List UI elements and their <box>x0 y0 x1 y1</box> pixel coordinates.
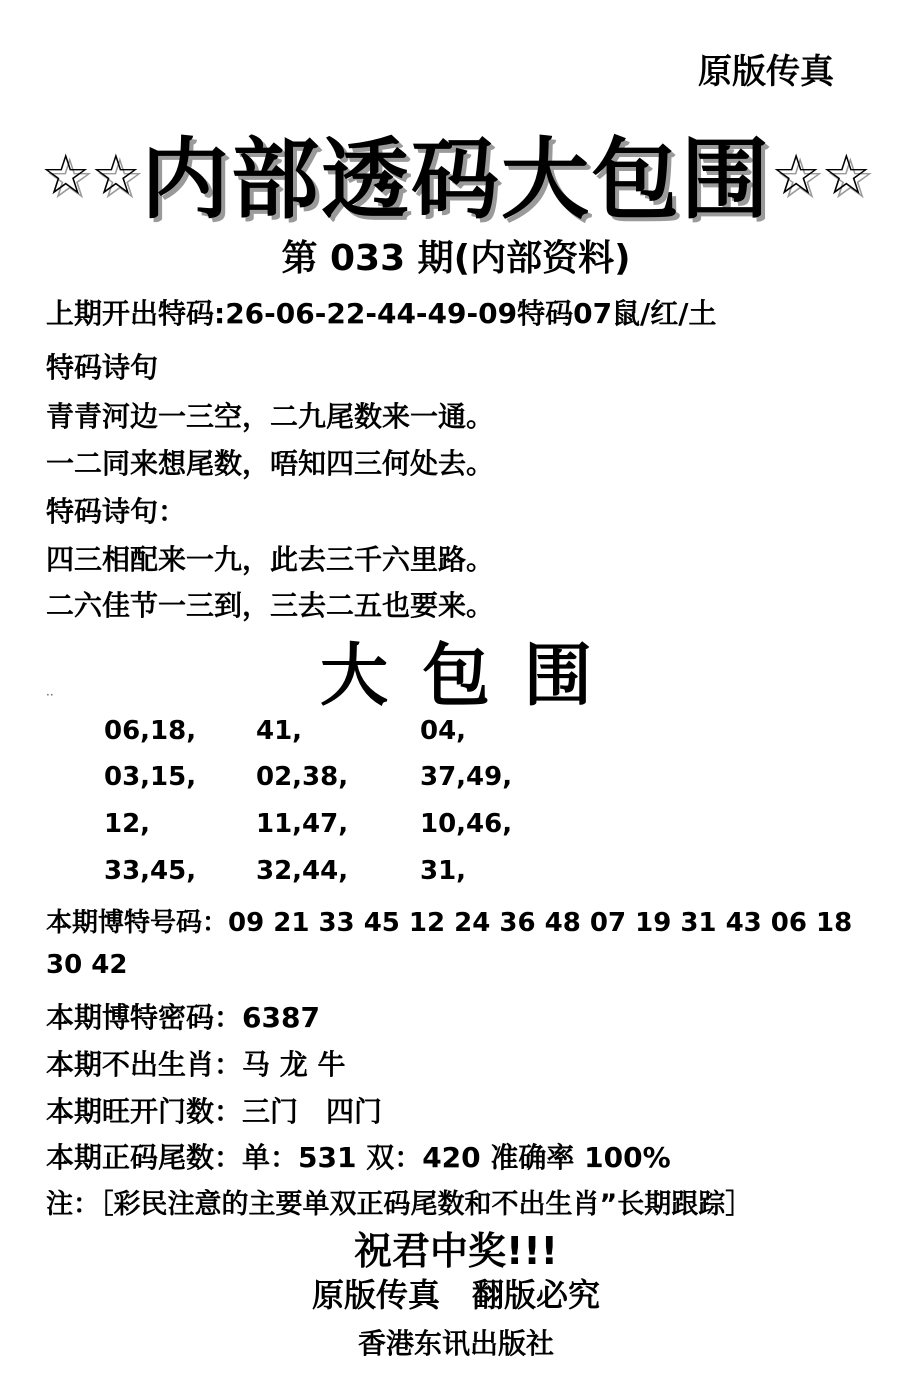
tail-numbers-line: 本期正码尾数：单：531 双：420 准确率 100% <box>46 1141 671 1174</box>
section-title: 大包围 <box>319 637 626 716</box>
masthead-title <box>0 110 912 236</box>
grid-cell: 02,38, <box>256 762 349 792</box>
star-decoration-right: ☆☆ <box>771 143 872 208</box>
grid-cell: 31, <box>420 856 467 886</box>
special-numbers-line: 本期博特号码：09 21 33 45 12 24 36 48 07 19 31 43 06 18 <box>46 908 853 938</box>
poem-heading-2: 特码诗句： <box>46 495 187 528</box>
grid-cell: 11,47, <box>256 809 349 839</box>
secret-code-line: 本期博特密码：6387 <box>46 1001 320 1034</box>
grid-cell: 41, <box>256 716 303 746</box>
poem-heading-1: 特码诗句 <box>46 351 159 384</box>
grid-cell: 32,44, <box>256 856 349 886</box>
scan-marks: ·· <box>46 688 54 702</box>
grid-cell: 12, <box>104 809 151 839</box>
poem-line: 青青河边一三空，二九尾数来一通。 <box>46 400 495 433</box>
grid-cell: 37,49, <box>420 762 513 792</box>
poem-line: 四三相配来一九，此去三千六里路。 <box>46 543 495 576</box>
grid-cell: 04, <box>420 716 467 746</box>
corner-tag: 原版传真 <box>698 52 834 92</box>
masthead-text: 内部透码大包围 <box>140 128 771 231</box>
grid-cell: 33,45, <box>104 856 197 886</box>
note-line: 注：［彩民注意的主要单双正码尾数和不出生肖”长期跟踪］ <box>46 1189 753 1220</box>
wish-text: 祝君中奖!!! <box>354 1229 558 1273</box>
lucky-doors-line: 本期旺开门数：三门 四门 <box>46 1095 383 1128</box>
star-decoration-left: ☆☆ <box>40 143 141 208</box>
issue-label: 第 033 期(内部资料) <box>281 238 631 279</box>
rights-text: 原版传真 翻版必究 <box>311 1276 600 1314</box>
poem-line: 二六佳节一三到，三去二五也要来。 <box>46 589 495 622</box>
last-draw-line: 上期开出特码:26-06-22-44-49-09特码07鼠/红/土 <box>46 297 717 330</box>
poem-line: 一二同来想尾数，唔知四三何处去。 <box>46 447 495 480</box>
publisher-text: 香港东讯出版社 <box>357 1327 554 1360</box>
grid-cell: 06,18, <box>104 716 197 746</box>
grid-cell: 03,15, <box>104 762 197 792</box>
absent-zodiac-line: 本期不出生肖：马 龙 牛 <box>46 1048 346 1081</box>
grid-cell: 10,46, <box>420 809 513 839</box>
special-numbers-line-2: 30 42 <box>46 950 128 980</box>
